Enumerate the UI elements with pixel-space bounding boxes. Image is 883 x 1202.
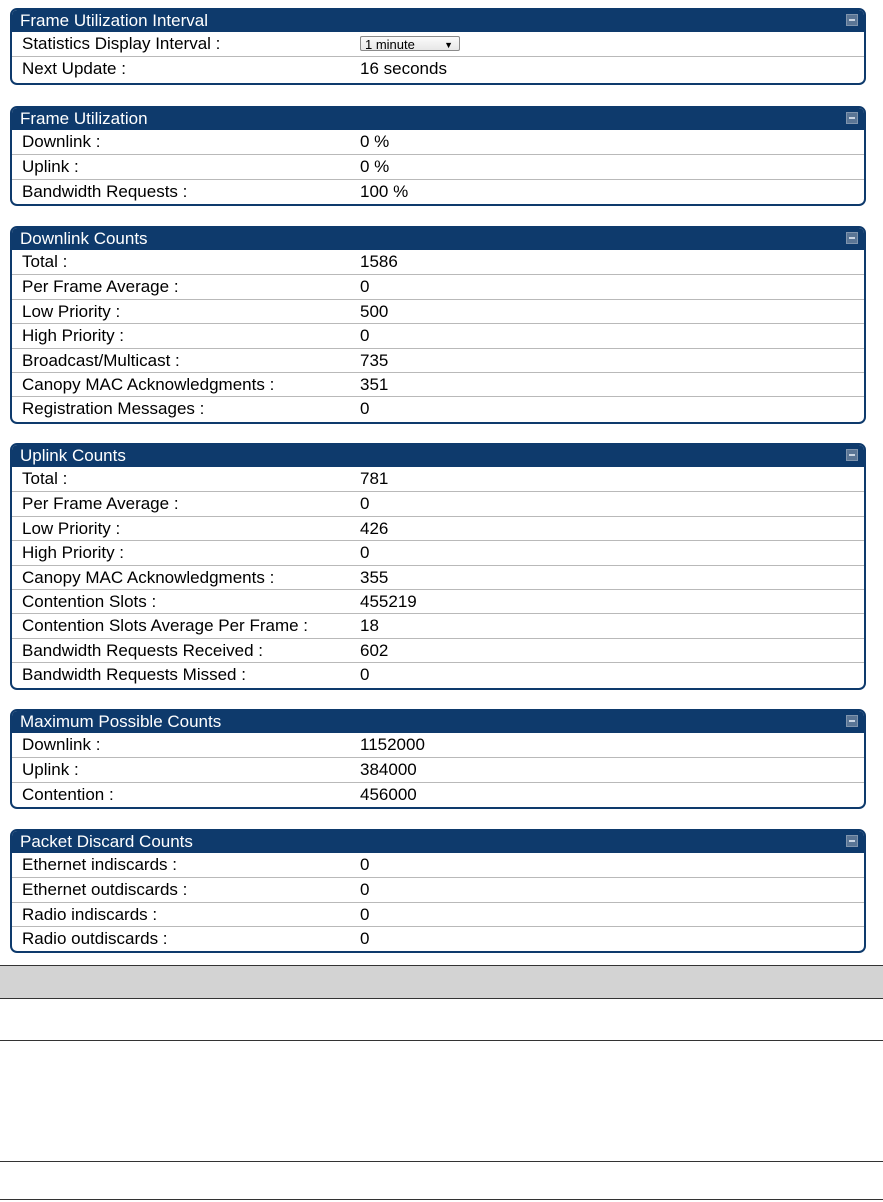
stat-value: 0	[360, 543, 370, 563]
stat-value: 0	[360, 904, 370, 924]
stat-row	[12, 782, 864, 806]
select-value: 1 minute	[365, 36, 415, 52]
stat-row	[12, 853, 864, 877]
stat-label: Registration Messages :	[22, 399, 205, 419]
stat-value: 384000	[360, 760, 417, 780]
stat-row	[12, 154, 864, 178]
stat-row	[12, 733, 864, 757]
stat-value: 18	[360, 616, 379, 636]
stat-value: 0	[360, 326, 370, 346]
stat-label: Low Priority :	[22, 518, 121, 538]
stat-label: Per Frame Average :	[22, 277, 179, 297]
stat-value: 0 %	[360, 157, 390, 177]
stat-label: Uplink :	[22, 157, 79, 177]
stat-label: Contention Slots Average Per Frame :	[22, 616, 309, 636]
stat-label: Broadcast/Multicast :	[22, 350, 180, 370]
panel-title: Uplink Counts	[20, 446, 126, 465]
stat-label: High Priority :	[22, 543, 125, 563]
stat-label: Downlink :	[22, 132, 101, 151]
stat-label: Next Update :	[22, 59, 126, 79]
interval-select-wrap	[360, 32, 460, 56]
panel-frame-utilization-interval	[10, 8, 866, 85]
stat-row	[12, 323, 864, 347]
panel-title: Maximum Possible Counts	[20, 712, 222, 731]
stat-value: 602	[360, 640, 389, 660]
stat-label: Low Priority :	[22, 301, 121, 321]
stat-value: 0	[360, 880, 370, 900]
collapse-icon[interactable]	[846, 232, 858, 244]
stat-row	[12, 565, 864, 589]
stat-label: High Priority :	[22, 326, 125, 346]
stat-value: 735	[360, 350, 389, 370]
stat-value: 1152000	[360, 735, 425, 754]
stat-label: Bandwidth Requests Received :	[22, 640, 263, 660]
stat-row	[12, 299, 864, 323]
collapse-icon[interactable]	[846, 715, 858, 727]
stat-row	[12, 757, 864, 781]
panel-title: Frame Utilization	[20, 109, 148, 128]
stat-row	[12, 372, 864, 396]
panel-header	[12, 108, 864, 130]
stat-value: 0	[360, 855, 370, 874]
panel-header	[12, 10, 864, 32]
stat-row	[12, 638, 864, 662]
stat-row	[12, 613, 864, 637]
table-header-band	[0, 965, 883, 999]
stat-row	[12, 396, 864, 420]
stat-value: 0	[360, 929, 370, 949]
stat-label: Radio outdiscards :	[22, 929, 168, 949]
stat-value: 0	[360, 399, 370, 419]
collapse-icon[interactable]	[846, 835, 858, 847]
stat-value: 0	[360, 494, 370, 514]
stat-value: 0	[360, 277, 370, 297]
stat-row	[12, 32, 864, 56]
stat-row	[12, 491, 864, 515]
stat-row	[12, 348, 864, 372]
stat-value: 16 seconds	[360, 59, 447, 79]
stat-row	[12, 467, 864, 491]
panel-uplink-counts	[10, 443, 866, 690]
stat-row	[12, 877, 864, 901]
table-divider	[0, 1040, 883, 1041]
statistics-interval-select[interactable]	[360, 36, 460, 51]
table-divider	[0, 1161, 883, 1162]
stat-row	[12, 540, 864, 564]
stat-value: 0 %	[360, 132, 390, 151]
panel-downlink-counts	[10, 226, 866, 424]
panel-header	[12, 711, 864, 733]
stat-label: Total :	[22, 252, 68, 271]
stat-row	[12, 274, 864, 298]
panel-header	[12, 831, 864, 853]
stat-value: 455219	[360, 591, 417, 611]
stat-label: Ethernet indiscards :	[22, 855, 177, 874]
stat-row	[12, 589, 864, 613]
stat-label: Uplink :	[22, 760, 79, 780]
table-divider	[0, 1199, 883, 1200]
stat-row	[12, 179, 864, 203]
panel-title: Packet Discard Counts	[20, 832, 193, 851]
stat-label: Bandwidth Requests Missed :	[22, 665, 246, 685]
stat-label: Downlink :	[22, 735, 101, 754]
stat-label: Contention Slots :	[22, 591, 157, 611]
panel-frame-utilization	[10, 106, 866, 206]
collapse-icon[interactable]	[846, 449, 858, 461]
stat-value: 1586	[360, 252, 398, 271]
stat-label: Canopy MAC Acknowledgments :	[22, 567, 275, 587]
stat-value: 351	[360, 374, 389, 394]
stat-row	[12, 516, 864, 540]
stat-value: 100 %	[360, 181, 409, 201]
stat-label: Statistics Display Interval :	[22, 34, 221, 53]
panel-header	[12, 445, 864, 467]
stat-label: Ethernet outdiscards :	[22, 880, 188, 900]
panel-title: Frame Utilization Interval	[20, 11, 209, 30]
stat-value: 355	[360, 567, 389, 587]
stat-label: Total :	[22, 469, 68, 488]
stat-value: 456000	[360, 784, 417, 804]
stat-row	[12, 926, 864, 950]
stat-value: 426	[360, 518, 389, 538]
collapse-icon[interactable]	[846, 14, 858, 26]
panel-header	[12, 228, 864, 250]
panel-maximum-possible-counts	[10, 709, 866, 809]
collapse-icon[interactable]	[846, 112, 858, 124]
stat-label: Per Frame Average :	[22, 494, 179, 514]
stat-row	[12, 902, 864, 926]
stat-value: 500	[360, 301, 389, 321]
stat-row	[12, 250, 864, 274]
stat-value: 0	[360, 665, 370, 685]
stat-label: Bandwidth Requests :	[22, 181, 188, 201]
chevron-down-icon: ▼	[444, 39, 453, 50]
stat-label: Radio indiscards :	[22, 904, 158, 924]
stat-row	[12, 130, 864, 154]
stat-value: 781	[360, 469, 389, 488]
panel-packet-discard-counts	[10, 829, 866, 953]
panel-title: Downlink Counts	[20, 229, 148, 248]
stat-label: Canopy MAC Acknowledgments :	[22, 374, 275, 394]
stat-row	[12, 662, 864, 686]
stat-label: Contention :	[22, 784, 114, 804]
stat-row	[12, 56, 864, 80]
